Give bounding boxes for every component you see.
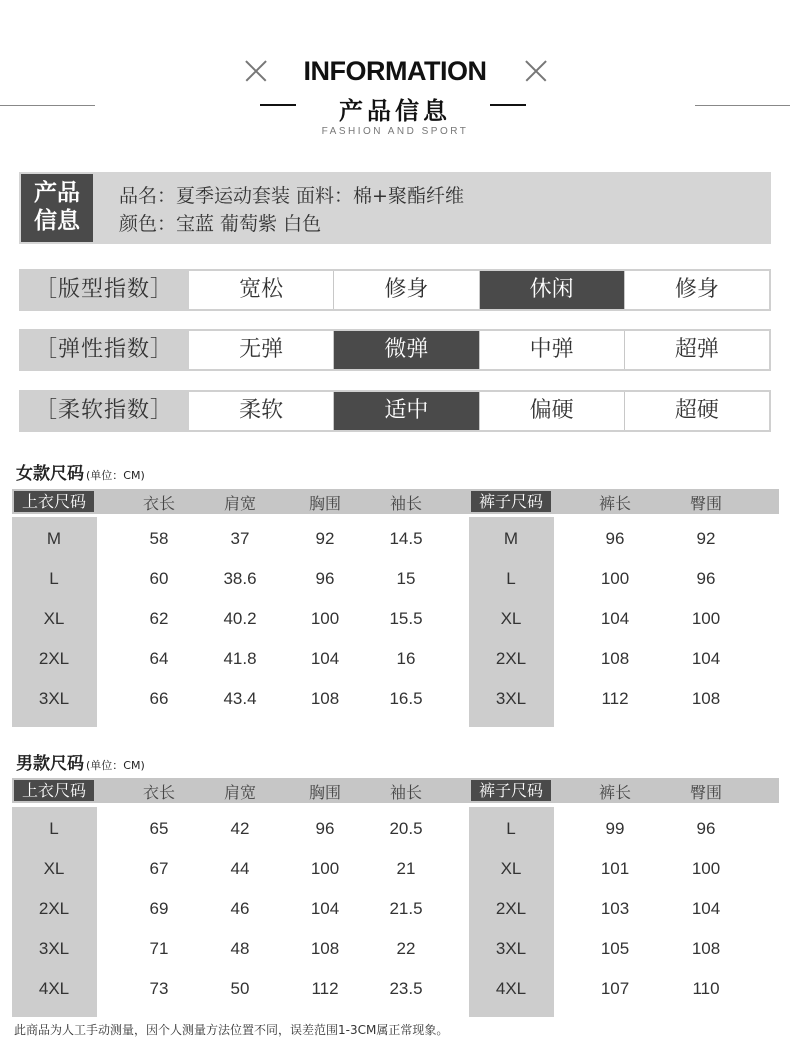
women-pants-row-4-cell-1: 112 xyxy=(601,689,629,708)
women-top-row-4-cell-3: 108 xyxy=(310,689,340,708)
women-pants-row-0-cell-2: 92 xyxy=(696,529,716,548)
product-name-fabric: 品名：夏季运动套装 面料：棉+聚酯纤维 xyxy=(119,185,464,207)
women-top-row-3-cell-0: 2XL xyxy=(38,649,70,668)
men-top-row-4-cell-1: 73 xyxy=(149,979,169,998)
women-size-title xyxy=(16,459,145,484)
right-divider xyxy=(695,105,790,106)
men-top-row-4-cell-3: 112 xyxy=(311,979,339,998)
men-top-row-2-cell-2: 46 xyxy=(230,899,250,918)
women-top-row-4-cell-0: 3XL xyxy=(38,689,70,708)
page-title: INFORMATION xyxy=(303,56,487,86)
men-top-row-1-cell-2: 44 xyxy=(230,859,250,878)
men-top-row-3-cell-3: 108 xyxy=(310,939,340,958)
softness-index-label: ［柔软指数］ xyxy=(35,398,174,423)
women-pants-row-2-cell-2: 100 xyxy=(691,609,721,628)
men-pants-row-0-cell-2: 96 xyxy=(696,819,716,838)
men-pants-header-1: 臀围 xyxy=(689,783,722,802)
women-top-row-2-cell-0: XL xyxy=(43,609,65,628)
fit-option-slim: 修身 xyxy=(333,271,478,309)
men-top-row-3-cell-2: 48 xyxy=(230,939,250,958)
product-info-tag-line-2: 信息 xyxy=(34,208,80,234)
women-top-row-4-cell-2: 43.4 xyxy=(223,689,257,708)
men-top-row-0-cell-0: L xyxy=(49,819,59,838)
women-pants-row-2-cell-1: 104 xyxy=(600,609,630,628)
right-cross-decoration xyxy=(525,60,547,82)
page-subtitle: 产品信息 xyxy=(339,97,451,125)
women-top-row-2-cell-1: 62 xyxy=(149,609,169,628)
fit-option-slim-2: 修身 xyxy=(624,271,769,309)
elasticity-index-label: ［弹性指数］ xyxy=(35,337,174,362)
women-top-header-0: 衣长 xyxy=(142,494,175,513)
men-size-title xyxy=(16,749,145,774)
women-pants-row-1-cell-1: 100 xyxy=(600,569,630,588)
men-pants-row-1-cell-1: 101 xyxy=(600,859,630,878)
men-top-header-3: 袖长 xyxy=(389,783,422,802)
women-pants-row-4-cell-0: 3XL xyxy=(495,689,527,708)
women-top-row-3-cell-4: 16 xyxy=(396,649,416,668)
women-top-row-2-cell-3: 100 xyxy=(310,609,340,628)
men-top-row-0-cell-3: 96 xyxy=(315,819,335,838)
women-pants-size-tag: 裤子尺码 xyxy=(471,491,551,512)
women-top-row-1-cell-2: 38.6 xyxy=(223,569,257,588)
women-pants-header-0: 裤长 xyxy=(598,494,631,513)
women-top-row-0-cell-1: 58 xyxy=(149,529,169,548)
men-top-row-2-cell-4: 21.5 xyxy=(389,899,423,918)
women-top-row-2-cell-2: 40.2 xyxy=(223,609,257,628)
men-pants-size-tag: 裤子尺码 xyxy=(471,780,551,801)
men-top-row-3-cell-4: 22 xyxy=(396,939,416,958)
women-size-unit: (单位：CM) xyxy=(86,469,145,482)
women-top-row-3-cell-1: 64 xyxy=(149,649,169,668)
softness-option-soft: 柔软 xyxy=(239,398,284,423)
men-top-header-2: 胸围 xyxy=(308,783,341,802)
men-top-row-1-cell-4: 21 xyxy=(396,859,416,878)
women-top-row-1-cell-3: 96 xyxy=(315,569,335,588)
women-top-row-0-cell-4: 14.5 xyxy=(389,529,423,548)
men-pants-row-3-cell-2: 108 xyxy=(691,939,721,958)
women-pants-row-2-cell-0: XL xyxy=(500,609,522,628)
women-top-row-4-cell-4: 16.5 xyxy=(389,689,423,708)
men-top-size-tag: 上衣尺码 xyxy=(14,780,94,801)
fit-index-label: ［版型指数］ xyxy=(35,277,174,302)
women-top-row-1-cell-1: 60 xyxy=(149,569,169,588)
women-top-header-2: 胸围 xyxy=(308,494,341,513)
men-top-row-3-cell-0: 3XL xyxy=(38,939,70,958)
men-pants-row-2-cell-0: 2XL xyxy=(495,899,527,918)
men-pants-row-1-cell-0: XL xyxy=(500,859,522,878)
product-info-tag xyxy=(21,174,93,242)
men-top-row-0-cell-1: 65 xyxy=(149,819,169,838)
men-top-row-4-cell-0: 4XL xyxy=(38,979,70,998)
men-top-header-0: 衣长 xyxy=(142,783,175,802)
women-pants-row-3-cell-1: 108 xyxy=(600,649,630,668)
product-info-box xyxy=(19,172,771,244)
men-pants-row-3-cell-0: 3XL xyxy=(495,939,527,958)
elasticity-option-none: 无弹 xyxy=(239,337,284,362)
fit-option-loose: 宽松 xyxy=(239,277,284,302)
men-pants-row-4-cell-1: 107 xyxy=(600,979,630,998)
men-top-row-0-cell-4: 20.5 xyxy=(389,819,423,838)
men-top-header-1: 肩宽 xyxy=(223,783,256,802)
women-pants-row-1-cell-0: L xyxy=(506,569,516,588)
page-tagline: FASHION AND SPORT xyxy=(321,126,469,137)
men-top-row-4-cell-4: 23.5 xyxy=(389,979,423,998)
softness-option-very-stiff: 超硬 xyxy=(624,392,769,430)
men-pants-header-0: 裤长 xyxy=(598,783,631,802)
women-top-row-4-cell-1: 66 xyxy=(149,689,169,708)
men-top-row-1-cell-1: 67 xyxy=(149,859,169,878)
women-size-title-text: 女款尺码 xyxy=(16,464,84,484)
product-info-tag-line-1: 产品 xyxy=(34,180,80,206)
men-pants-row-0-cell-0: L xyxy=(506,819,516,838)
men-pants-row-0-cell-1: 99 xyxy=(605,819,625,838)
women-top-row-1-cell-4: 15 xyxy=(396,569,416,588)
product-colors: 颜色：宝蓝 葡萄紫 白色 xyxy=(119,213,322,235)
men-pants-row-4-cell-2: 110 xyxy=(692,979,720,998)
women-pants-row-0-cell-1: 96 xyxy=(605,529,625,548)
men-size-unit: (单位：CM) xyxy=(86,759,145,772)
women-top-row-3-cell-3: 104 xyxy=(310,649,340,668)
women-top-header-1: 肩宽 xyxy=(223,494,256,513)
women-top-row-3-cell-2: 41.8 xyxy=(223,649,257,668)
softness-option-moderate-selected: 适中 xyxy=(333,392,478,430)
women-top-row-0-cell-3: 92 xyxy=(315,529,335,548)
men-top-row-2-cell-3: 104 xyxy=(310,899,340,918)
women-pants-row-4-cell-2: 108 xyxy=(691,689,721,708)
women-top-size-tag: 上衣尺码 xyxy=(14,491,94,512)
elasticity-index-row xyxy=(19,329,771,371)
women-pants-row-3-cell-0: 2XL xyxy=(495,649,527,668)
women-top-header-3: 袖长 xyxy=(389,494,422,513)
softness-index-row xyxy=(19,390,771,432)
elasticity-option-super: 超弹 xyxy=(624,331,769,369)
elasticity-option-slight-selected: 微弹 xyxy=(333,331,478,369)
women-top-row-0-cell-0: M xyxy=(46,529,62,548)
elasticity-option-medium: 中弹 xyxy=(479,331,624,369)
measurement-note: 此商品为人工手动测量，因个人测量方法位置不同，误差范围1-3CM属正常现象。 xyxy=(14,1023,449,1037)
men-pants-row-1-cell-2: 100 xyxy=(691,859,721,878)
right-bold-divider xyxy=(490,104,526,106)
women-pants-header-1: 臀围 xyxy=(689,494,722,513)
men-pants-row-4-cell-0: 4XL xyxy=(495,979,527,998)
women-top-row-2-cell-4: 15.5 xyxy=(389,609,423,628)
men-top-row-4-cell-2: 50 xyxy=(230,979,250,998)
men-top-row-1-cell-3: 100 xyxy=(310,859,340,878)
men-top-row-0-cell-2: 42 xyxy=(230,819,250,838)
men-pants-row-3-cell-1: 105 xyxy=(600,939,630,958)
fit-option-casual-selected: 休闲 xyxy=(479,271,624,309)
men-top-row-3-cell-1: 71 xyxy=(149,939,169,958)
men-size-title-text: 男款尺码 xyxy=(16,754,84,774)
men-top-row-2-cell-0: 2XL xyxy=(38,899,70,918)
men-pants-row-2-cell-1: 103 xyxy=(600,899,630,918)
fit-index-row xyxy=(19,269,771,311)
women-pants-row-1-cell-2: 96 xyxy=(696,569,716,588)
softness-option-stiff: 偏硬 xyxy=(479,392,624,430)
men-pants-row-2-cell-2: 104 xyxy=(691,899,721,918)
men-top-row-2-cell-1: 69 xyxy=(149,899,169,918)
women-top-row-0-cell-2: 37 xyxy=(230,529,250,548)
women-pants-row-0-cell-0: M xyxy=(503,529,519,548)
women-top-row-1-cell-0: L xyxy=(49,569,59,588)
women-pants-row-3-cell-2: 104 xyxy=(691,649,721,668)
men-top-row-1-cell-0: XL xyxy=(43,859,65,878)
